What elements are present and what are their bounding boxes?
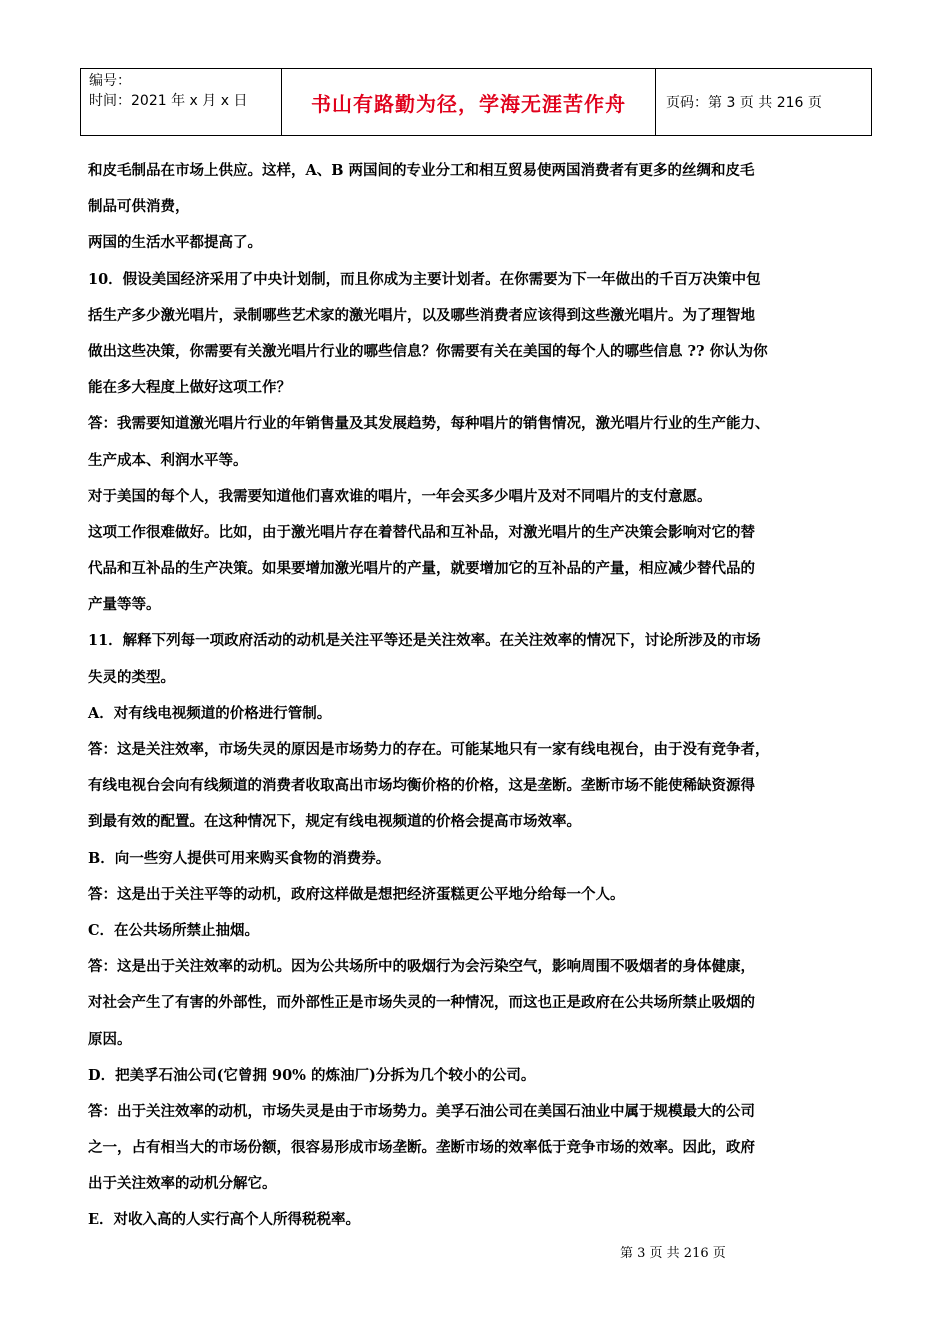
text-line: 产量等等。	[88, 596, 161, 614]
text-line: 答：我需要知道激光唱片行业的年销售量及其发展趋势，每种唱片的销售情况，激光唱片行业的生产能力、	[88, 415, 770, 433]
text-line: 生产成本、利润水平等。	[88, 451, 248, 469]
text-line: 和皮毛制品在市场上供应。这样，A、B 两国间的专业分工和相互贸易使两国消费者有更多的丝绸和皮毛	[88, 162, 755, 179]
header-motto: 书山有路勤为径，学海无涯苦作舟	[282, 69, 656, 135]
document-body	[88, 153, 870, 1239]
time-label: 时间：2021 年 x 月 x 日	[89, 93, 248, 109]
text-line: 出于关注效率的动机分解它。	[88, 1175, 277, 1193]
text-line: 答：出于关注效率的动机，市场失灵是由于市场势力。美孚石油公司在美国石油业中属于规模最大的公司	[88, 1102, 755, 1120]
text-line: 这项工作很难做好。比如，由于激光唱片存在着替代品和互补品，对激光唱片的生产决策会影响对它的替	[88, 523, 755, 541]
text-line: 之一，占有相当大的市场份额，很容易形成市场垄断。垄断市场的效率低于竞争市场的效率。因此，政府	[88, 1139, 755, 1157]
text-line: D．把美孚石油公司(它曾拥 90% 的炼油厂)分拆为几个较小的公司。	[88, 1066, 536, 1084]
text-line: 对社会产生了有害的外部性，而外部性正是市场失灵的一种情况，而这也正是政府在公共场所禁止吸烟的	[88, 994, 755, 1012]
text-line: 括生产多少激光唱片，录制哪些艺术家的激光唱片，以及哪些消费者应该得到这些激光唱片。为了理智地	[88, 306, 755, 324]
text-line: 答：这是出于关注效率的动机。因为公共场所中的吸烟行为会污染空气，影响周围不吸烟者的身体健康，	[88, 958, 755, 976]
number-label: 编号：	[89, 73, 131, 89]
text-line: C．在公共场所禁止抽烟。	[88, 921, 260, 939]
page-footer: 第 3 页 共 216 页	[620, 1246, 726, 1261]
text-line: 答：这是出于关注平等的动机，政府这样做是想把经济蛋糕更公平地分给每一个人。	[88, 885, 625, 903]
text-line: 11．解释下列每一项政府活动的动机是关注平等还是关注效率。在关注效率的情况下，讨论所涉及的市场	[88, 632, 761, 650]
text-line: 做出这些决策，你需要有关激光唱片行业的哪些信息？你需要有关在美国的每个人的哪些信息 ?? 你认为你	[88, 342, 768, 360]
text-line: 原因。	[88, 1030, 132, 1048]
text-line: B．向一些穷人提供可用来购买食物的消费券。	[88, 849, 391, 867]
text-line: 有线电视台会向有线频道的消费者收取高出市场均衡价格的价格，这是垄断。垄断市场不能使稀缺资源得	[88, 777, 755, 795]
text-line: 失灵的类型。	[88, 668, 175, 686]
text-line: 10．假设美国经济采用了中央计划制，而且你成为主要计划者。在你需要为下一年做出的千百万决策中包	[88, 270, 761, 288]
text-line: 到最有效的配置。在这种情况下，规定有线电视频道的价格会提高市场效率。	[88, 813, 581, 831]
text-line: 制品可供消费，	[88, 198, 190, 216]
text-line: E．对收入高的人实行高个人所得税税率。	[88, 1211, 361, 1229]
text-line: 代品和互补品的生产决策。如果要增加激光唱片的产量，就要增加它的互补品的产量，相应减少替代品的	[88, 560, 755, 578]
page-header	[80, 68, 872, 136]
text-line: 对于美国的每个人，我需要知道他们喜欢谁的唱片，一年会买多少唱片及对不同唱片的支付意愿。	[88, 487, 712, 505]
text-line: 两国的生活水平都提高了。	[88, 234, 262, 252]
text-line: 能在多大程度上做好这项工作？	[88, 379, 291, 397]
text-line: 答：这是关注效率，市场失灵的原因是市场势力的存在。可能某地只有一家有线电视台，由于没有竞争者，	[88, 741, 770, 758]
text-line: A．对有线电视频道的价格进行管制。	[88, 704, 332, 722]
header-page-info: 页码：第 3 页 共 216 页	[666, 95, 822, 111]
header-meta	[81, 69, 282, 135]
